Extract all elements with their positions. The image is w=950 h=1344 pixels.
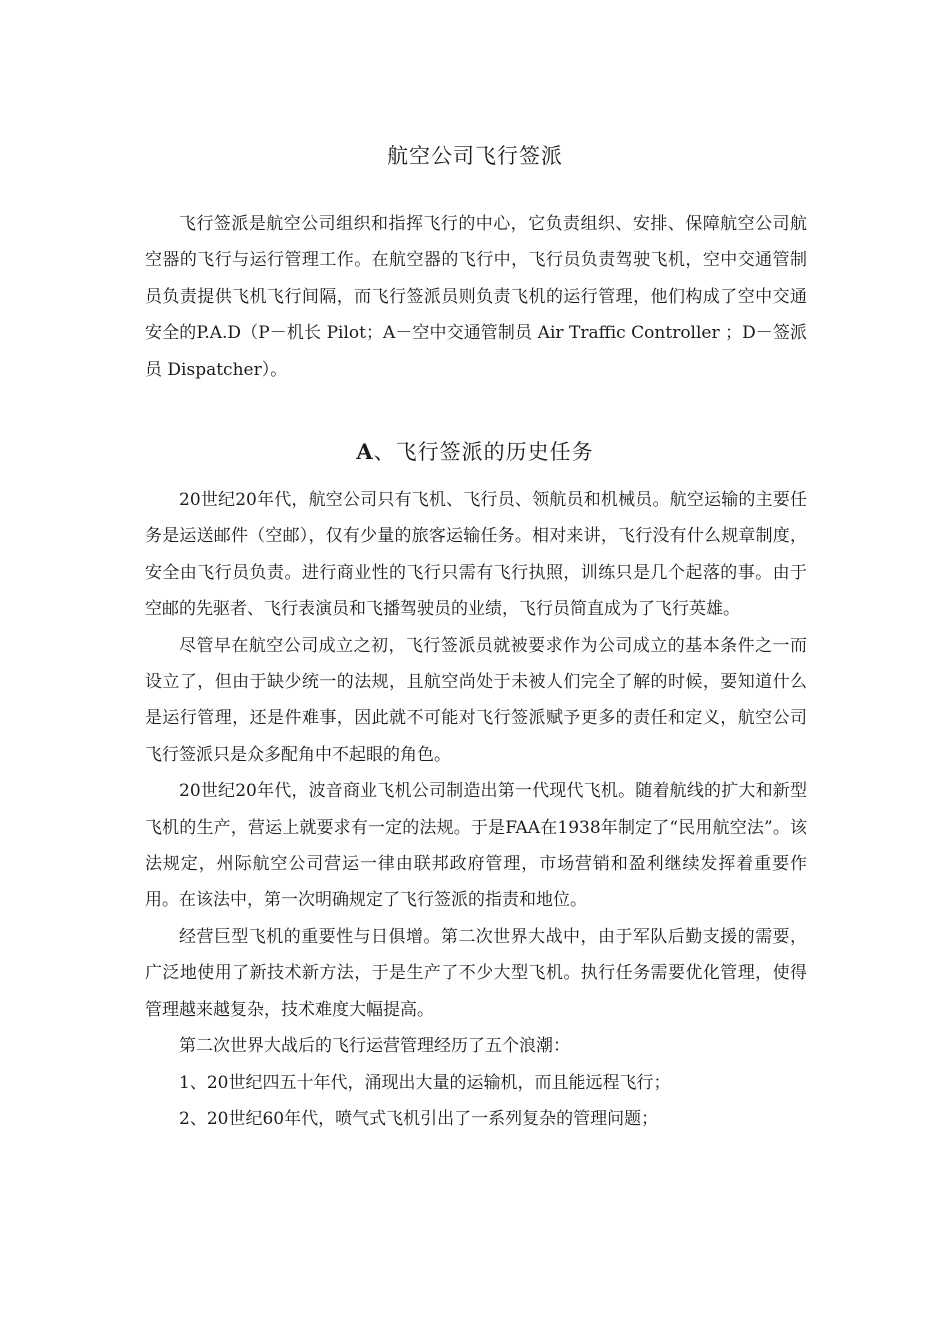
intro-paragraph: 飞行签派是航空公司组织和指挥飞行的中心，它负责组织、安排、保障航空公司航空器的飞行与运行管理工作。在航空器的飞行中，飞行员负责驾驶飞机，空中交通管制员负责提供飞机飞行间隔，而飞行签派员则负责飞机的运行管理，他们构成了空中交通安全的P.A.D（P－机长 Pilot；A－空中交通管制员 Air Traffic Controller ；D－签派员 Dispatcher）。 [145, 214, 807, 380]
document-title: 航空公司飞行签派 [387, 144, 563, 168]
paragraph: 20世纪20年代，波音商业飞机公司制造出第一代现代飞机。随着航线的扩大和新型飞机的生产，营运上就要求有一定的法规。于是FAA在1938年制定了“民用航空法”。该法规定，州际航空公司营运一律由联邦政府管理，市场营销和盈利继续发挥着重要作用。在该法中，第一次明确规定了飞行签派的指责和地位。 [145, 781, 807, 911]
intro-block [145, 206, 807, 388]
section-a-letter: A [356, 439, 374, 464]
paragraph: 尽管早在航空公司成立之初，飞行签派员就被要求作为公司成立的基本条件之一而设立了，但由于缺少统一的法规，且航空尚处于未被人们完全了解的时候，要知道什么是运行管理，还是件难事，因此就不可能对飞行签派赋予更多的责任和定义，航空公司飞行签派只是众多配角中不起眼的角色。 [145, 635, 807, 765]
section-a-body [145, 482, 807, 1137]
section-a-heading-text: 、飞行签派的历史任务 [373, 440, 594, 464]
paragraph: 经营巨型飞机的重要性与日俱增。第二次世界大战中，由于军队后勤支援的需要，广泛地使用了新技术新方法，于是生产了不少大型飞机。执行任务需要优化管理，使得管理越来越复杂，技术难度大幅提高。 [145, 926, 807, 1020]
list-item: 1、20世纪四五十年代，涌现出大量的运输机，而且能远程飞行； [179, 1072, 671, 1093]
section-a-heading [0, 436, 950, 468]
paragraph: 20世纪20年代，航空公司只有飞机、飞行员、领航员和机械员。航空运输的主要任务是运送邮件（空邮），仅有少量的旅客运输任务。相对来讲，飞行没有什么规章制度，安全由飞行员负责。进行商业性的飞行只需有飞行执照，训练只是几个起落的事。由于空邮的先驱者、飞行表演员和飞播驾驶员的业绩，飞行员简直成为了飞行英雄。 [145, 490, 807, 620]
paragraph: 第二次世界大战后的飞行运营管理经历了五个浪潮： [179, 1036, 570, 1057]
list-item: 2、20世纪60年代，喷气式飞机引出了一系列复杂的管理问题； [179, 1108, 659, 1129]
